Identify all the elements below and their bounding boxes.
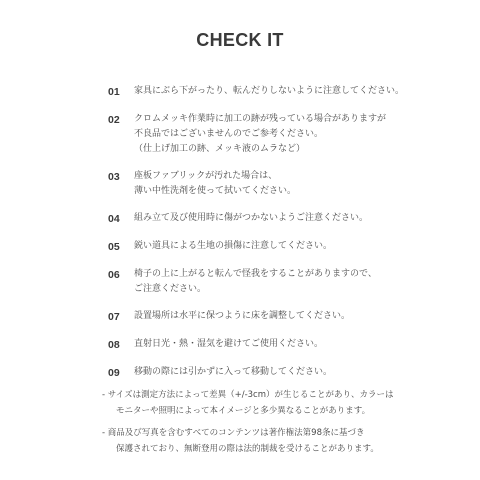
caution-item [108, 211, 458, 227]
item-line: ご注意ください。 [134, 284, 207, 294]
item-number: 08 [108, 339, 120, 351]
item-line: 組み立て及び使用時に傷がつかないようご注意ください。 [134, 213, 369, 223]
footnotes [102, 387, 462, 463]
item-line: 座板ファブリックが汚れた場合は、 [134, 171, 278, 181]
item-line: 家具にぶら下がったり、転んだりしないように注意してください。 [134, 86, 405, 96]
footnote-line: - 商品及び写真を含むすべてのコンテンツは著作権法第98条に基づき [102, 428, 365, 438]
item-text [134, 309, 458, 324]
caution-item [108, 267, 458, 297]
caution-item [108, 337, 458, 353]
caution-item [108, 112, 458, 157]
caution-item [108, 84, 458, 100]
caution-list [108, 84, 458, 393]
caution-item [108, 169, 458, 199]
item-text [134, 267, 458, 297]
item-line: 設置場所は水平に保つように床を調整してください。 [134, 311, 351, 321]
item-text [134, 211, 458, 226]
item-line: 薄い中性洗剤を使って拭いてください。 [134, 186, 297, 196]
item-text [134, 84, 458, 99]
caution-item [108, 309, 458, 325]
item-line: 移動の際には引かずに入って移動してください。 [134, 367, 333, 377]
item-line: 直射日光・熱・湿気を避けてご使用ください。 [134, 339, 324, 349]
footnote [102, 425, 462, 457]
item-number: 07 [108, 311, 120, 323]
footnote [102, 387, 462, 419]
item-number: 01 [108, 86, 120, 98]
caution-item [108, 365, 458, 381]
footnote-line: - サイズは測定方法によって差異（+/-3cm）が生じることがあり、カラーは [102, 390, 394, 400]
caution-item [108, 239, 458, 255]
item-number: 04 [108, 213, 120, 225]
item-line: （仕上げ加工の跡、メッキ液のムラなど） [134, 144, 306, 154]
item-text [134, 337, 458, 352]
item-line: クロムメッキ作業時に加工の跡が残っている場合がありますが [134, 114, 387, 124]
page-title: CHECK IT [196, 30, 284, 50]
footnote-line: 保護されており、無断登用の際は法的制裁を受けることがあります。 [116, 444, 379, 454]
item-number: 09 [108, 367, 120, 379]
item-text [134, 239, 458, 254]
item-line: 椅子の上に上がると転んで怪我をすることがありますので、 [134, 269, 377, 279]
item-line: 不良品ではございませんのでご参考ください。 [134, 129, 324, 139]
item-line: 鋭い道具による生地の損傷に注意してください。 [134, 241, 333, 251]
item-text [134, 365, 458, 380]
item-number: 03 [108, 171, 120, 183]
item-number: 06 [108, 269, 120, 281]
item-number: 05 [108, 241, 120, 253]
item-text [134, 112, 458, 157]
footnote-line: モニターや照明によって本イメージと多少異なることがあります。 [116, 406, 371, 416]
item-text [134, 169, 458, 199]
item-number: 02 [108, 114, 120, 126]
